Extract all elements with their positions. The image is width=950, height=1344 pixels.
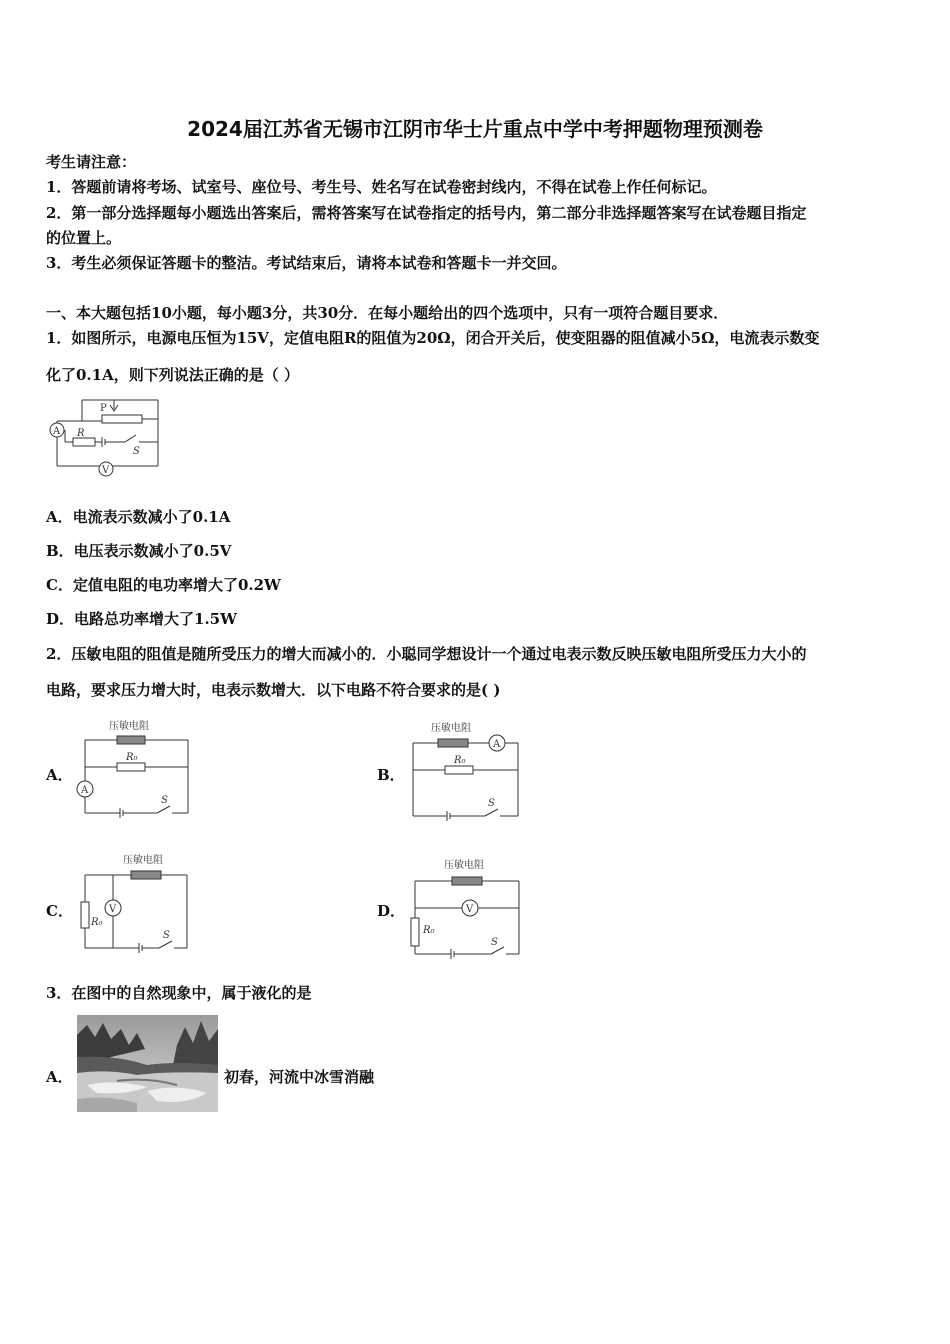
q2d-label-r0: R₀ <box>423 925 435 936</box>
q1-line1: 1．如图所示，电源电压恒为15V，定值电阻R的阻值为20Ω，闭合开关后，使变阻器的阻值减小5Ω，电流表示数变 <box>46 329 820 347</box>
q2-line1: 2．压敏电阻的阻值是随所受压力的增大而减小的．小聪同学想设计一个通过电表示数反映压敏电阻所受压力大小的 <box>46 645 807 663</box>
q3-option-a-letter: A． <box>46 1068 73 1086</box>
q1-label-p: P <box>100 403 107 414</box>
exam-title: 2024届江苏省无锡市江阴市华士片重点中学中考押题物理预测卷 <box>187 117 763 141</box>
q2b-label-ammeter: A <box>493 739 501 750</box>
q2d-label-s: S <box>491 937 498 948</box>
q2-option-c-letter: C． <box>46 902 73 920</box>
q2c-label-voltmeter: V <box>109 904 117 915</box>
q3-line1: 3．在图中的自然现象中，属于液化的是 <box>46 984 312 1002</box>
q1-label-s: S <box>133 446 140 457</box>
notice-item-3: 3．考生必须保证答题卡的整洁。考试结束后，请将本试卷和答题卡一并交回。 <box>46 254 567 272</box>
q2a-label-r0: R₀ <box>126 752 138 763</box>
q2-circuit-d <box>405 850 525 960</box>
q1-option-b: B．电压表示数减小了0.5V <box>46 542 232 560</box>
notice-item-1: 1．答题前请将考场、试室号、座位号、考生号、姓名写在试卷密封线内，不得在试卷上作任何标记。 <box>46 178 717 196</box>
q2a-label-s: S <box>161 795 168 806</box>
q1-label-r: R <box>77 428 85 439</box>
q2-option-a-letter: A． <box>46 766 73 784</box>
q2c-label-pressure: 压敏电阻 <box>123 855 163 866</box>
q2-option-d-letter: D． <box>377 902 406 920</box>
q1-label-ammeter: A <box>53 426 61 437</box>
q2b-label-s: S <box>488 798 495 809</box>
q2-line2: 电路，要求压力增大时，电表示数增大．以下电路不符合要求的是( ) <box>46 681 501 699</box>
q2d-label-voltmeter: V <box>466 904 474 915</box>
q2-circuit-c <box>75 850 195 955</box>
q2c-label-r0: R₀ <box>91 917 103 928</box>
q2b-label-r0: R₀ <box>454 755 466 766</box>
section-1-heading: 一、本大题包括10小题，每小题3分，共30分．在每小题给出的四个选项中，只有一项符合题目要求． <box>46 304 729 322</box>
q1-option-c: C．定值电阻的电功率增大了0.2W <box>46 576 281 594</box>
q2c-label-s: S <box>163 930 170 941</box>
q1-circuit-figure <box>40 395 165 485</box>
notice-item-2: 2．第一部分选择题每小题选出答案后，需将答案写在试卷指定的括号内，第二部分非选择题答案写在试卷题目指定 <box>46 204 807 222</box>
q3-option-a-text: 初春，河流中冰雪消融 <box>224 1068 375 1086</box>
q1-option-a: A．电流表示数减小了0.1A <box>46 508 231 526</box>
q2-circuit-b <box>405 715 525 820</box>
q1-line2: 化了0.1A，则下列说法正确的是（ ） <box>46 366 299 384</box>
q2-circuit-a <box>75 715 195 820</box>
q1-label-voltmeter: V <box>102 465 110 476</box>
q2-option-b-letter: B． <box>377 766 405 784</box>
q3-option-a-photo <box>77 1015 218 1112</box>
q2b-label-pressure: 压敏电阻 <box>431 723 471 734</box>
q1-option-d: D．电路总功率增大了1.5W <box>46 610 237 628</box>
q2a-label-ammeter: A <box>81 785 89 796</box>
notice-item-2-cont: 的位置上。 <box>46 229 122 247</box>
q2a-label-pressure: 压敏电阻 <box>109 721 149 732</box>
notice-heading: 考生请注意： <box>46 153 137 171</box>
q2d-label-pressure: 压敏电阻 <box>444 860 484 871</box>
